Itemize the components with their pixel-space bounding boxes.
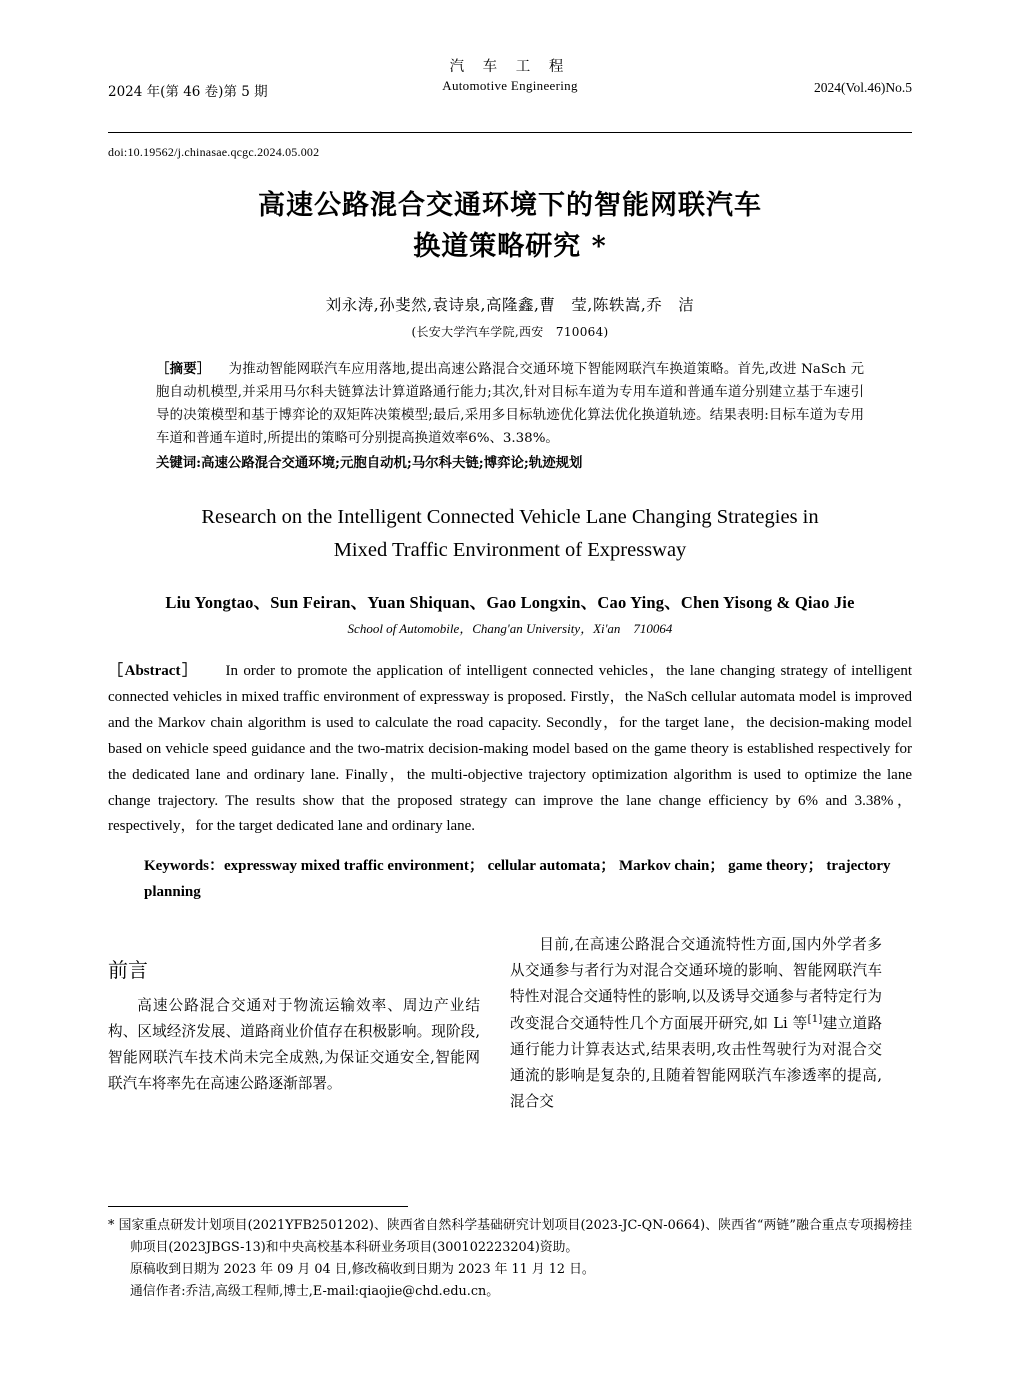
body-text-right — [510, 932, 882, 1115]
footnote-divider — [108, 1206, 408, 1207]
abstract-en — [108, 659, 912, 841]
affiliation-cn: (长安大学汽车学院,西安 710064) — [411, 325, 609, 339]
keywords-cn: 关键词:高速公路混合交通环境;元胞自动机;马尔科夫链;博弈论;轨迹规划 — [156, 455, 583, 472]
body-column-left — [108, 932, 480, 1115]
masthead-divider — [108, 132, 912, 133]
page-title-en — [108, 501, 912, 567]
doi-line: doi:10.19562/j.chinasae.qcgc.2024.05.002 — [108, 145, 320, 159]
journal-title-cn: 汽 车 工 程 — [449, 59, 571, 75]
footnote-corresponding-author: 通信作者:乔洁,高级工程师,博士,E-mail:qiaojie@chd.edu.cn。 — [130, 1284, 500, 1299]
page-title-en-line1: Research on the Intelligent Connected Vehicle Lane Changing Strategies in — [201, 506, 819, 529]
affiliation-en: School of Automobile，Chang'an University，Xi'an 710064 — [347, 620, 673, 636]
keywords-en — [108, 854, 912, 906]
footnote-funding — [108, 1215, 912, 1259]
page-title-en-line2: Mixed Traffic Environment of Expressway — [333, 539, 687, 562]
abstract-en-label: ［Abstract］ — [108, 662, 199, 679]
page-title-cn — [108, 186, 912, 267]
abstract-cn-text: 为推动智能网联汽车应用落地,提出高速公路混合交通环境下智能网联汽车换道策略。首先,改进 NaSch 元胞自动机模型,并采用马尔科夫链算法计算道路通行能力;其次,针对目标车道为专用车道和普通车道分别建立基于车速引导的决策模型和基于博弈论的双矩阵决策模型;最后,采用多目标轨迹优化算法优化换道轨迹。结果表明:目标车道为专用车道和普通车道时,所提出的策略可分别提高换道效率6%、3.38%。 — [156, 362, 865, 447]
journal-title-en: Automotive Engineering — [442, 78, 578, 94]
paragraph-right-1 — [510, 932, 882, 1115]
paragraph-right-part1: 目前,在高速公路混合交通流特性方面,国内外学者多从交通参与者行为对混合交通环境的影响、智能网联汽车特性对混合交通特性的影响,以及诱导交通参与者特定行为改变混合交通特性几个方面展开研究,如 Li 等 — [510, 936, 882, 1033]
abstract-cn-label: ［摘要］ — [156, 361, 211, 377]
body-text-left — [108, 993, 480, 1097]
body-columns — [108, 932, 912, 1115]
section-heading-foreword: 前言 — [108, 958, 148, 983]
page-title-cn-line1: 高速公路混合交通环境下的智能网联汽车 — [258, 190, 762, 221]
footnotes — [108, 1206, 912, 1303]
issue-info-en: 2024(Vol.46)No.5 — [813, 80, 912, 95]
footnote-marker: * — [108, 1218, 115, 1233]
paragraph-right-part2: 建立道路通行能力计算表达式,结果表明,攻击性驾驶行为对混合交通流的影响是复杂的,且随着智能网联汽车渗透率的提高,混合交 — [510, 1015, 882, 1110]
citation-marker: [1] — [807, 1013, 823, 1026]
authors-cn: 刘永涛,孙斐然,袁诗泉,高隆鑫,曹 莹,陈轶嵩,乔 洁 — [325, 296, 695, 314]
footnote-funding-text: 国家重点研发计划项目(2021YFB2501202)、陕西省自然科学基础研究计划项目(2023-JC-QN-0664)、陕西省“两链”融合重点专项揭榜挂帅项目(2023JBGS-13)和中央高校基本科研业务项目(300102223204)资助。 — [118, 1218, 913, 1255]
authors-en: Liu Yongtao、Sun Feiran、Yuan Shiquan、Gao Longxin、Cao Ying、Chen Yisong & Qiao Jie — [165, 592, 855, 612]
body-column-right — [510, 932, 882, 1115]
paragraph-left-1: 高速公路混合交通对于物流运输效率、周边产业结构、区域经济发展、道路商业价值存在积极影响。现阶段,智能网联汽车技术尚未完全成熟,为保证交通安全,智能网联汽车将率先在高速公路逐渐部署。 — [108, 997, 480, 1093]
keywords-en-value: expressway mixed traffic environment； cellular automata； Markov chain； game theory； trajectory planning — [144, 858, 891, 901]
abstract-cn — [156, 358, 864, 450]
abstract-en-text: In order to promote the application of intelligent connected vehicles，the lane changing strategy of intelligent connected vehicles in mixed traffic environment of expressway is proposed. Firstly，the NaSch cellular automata model is improved and the Markov chain algorithm is used to calculate the road capacity. Secondly，for the target lane，the decision-making model based on vehicle speed guidance and the two-matrix decision-making model based on the game theory is established respectively for the dedicated lane and ordinary lane. Finally，the multi-objective trajectory optimization algorithm is used to optimize the lane change trajectory. The results show that the proposed strategy can improve the lane change efficiency by 6% and 3.38%，respectively，for the target dedicated lane and ordinary lane. — [108, 662, 912, 835]
issue-info-cn: 2024 年(第 46 卷)第 5 期 — [108, 84, 268, 100]
footnote-received: 原稿收到日期为 2023 年 09 月 04 日,修改稿收到日期为 2023 年 11 月 12 日。 — [130, 1262, 595, 1277]
page-title-cn-line2: 换道策略研究 * — [413, 230, 607, 262]
masthead — [108, 0, 912, 124]
keywords-en-label: Keywords： — [144, 858, 224, 875]
